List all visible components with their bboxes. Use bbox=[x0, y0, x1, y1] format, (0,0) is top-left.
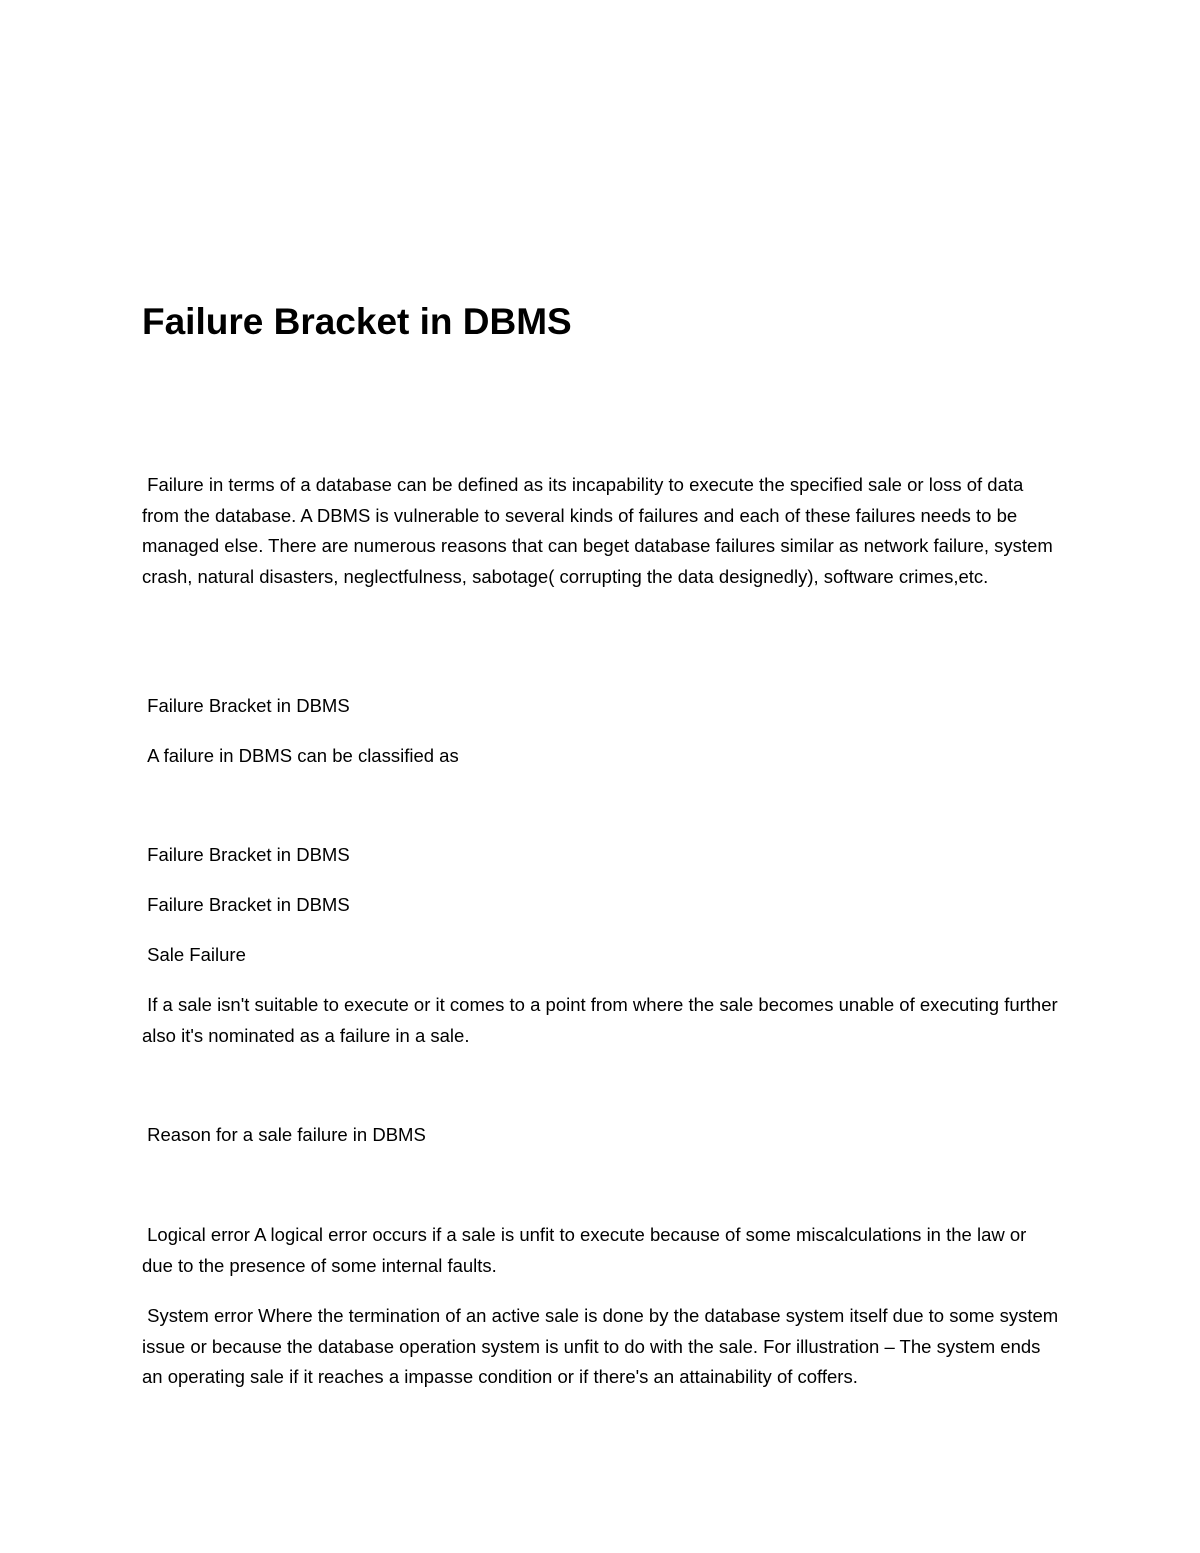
paragraph-heading-1: Failure Bracket in DBMS bbox=[142, 695, 350, 716]
paragraph-system-error: System error Where the termination of an active sale is done by the database system itself due to some system issue or because the database operation system is unfit to do with the sale. For illustration – The system ends an operating sale if it reaches a impasse condition or if there's an attainability of coffers. bbox=[142, 1305, 1064, 1387]
paragraph-reason-heading: Reason for a sale failure in DBMS bbox=[142, 1124, 426, 1145]
paragraph-sale-failure-definition: If a sale isn't suitable to execute or it comes to a point from where the sale becomes unable of executing further also it's nominated as a failure in a sale. bbox=[142, 994, 1063, 1046]
paragraph-heading-3: Failure Bracket in DBMS bbox=[142, 894, 350, 915]
paragraph-logical-error: Logical error A logical error occurs if a sale is unfit to execute because of some miscalculations in the law or due to the presence of some internal faults. bbox=[142, 1224, 1032, 1276]
paragraph-sale-failure: Sale Failure bbox=[142, 944, 246, 965]
document-title: Failure Bracket in DBMS bbox=[142, 301, 572, 342]
paragraph-heading-2: Failure Bracket in DBMS bbox=[142, 844, 350, 865]
intro-paragraph: Failure in terms of a database can be defined as its incapability to execute the specified sale or loss of data from the database. A DBMS is vulnerable to several kinds of failures and each of these failures needs to be managed else. There are numerous reasons that can beget database failures similar as network failure, system crash, natural disasters, neglectfulness, sabotage( corrupting the data designedly), software crimes,etc. bbox=[142, 474, 1058, 587]
paragraph-classification: A failure in DBMS can be classified as bbox=[142, 745, 459, 766]
